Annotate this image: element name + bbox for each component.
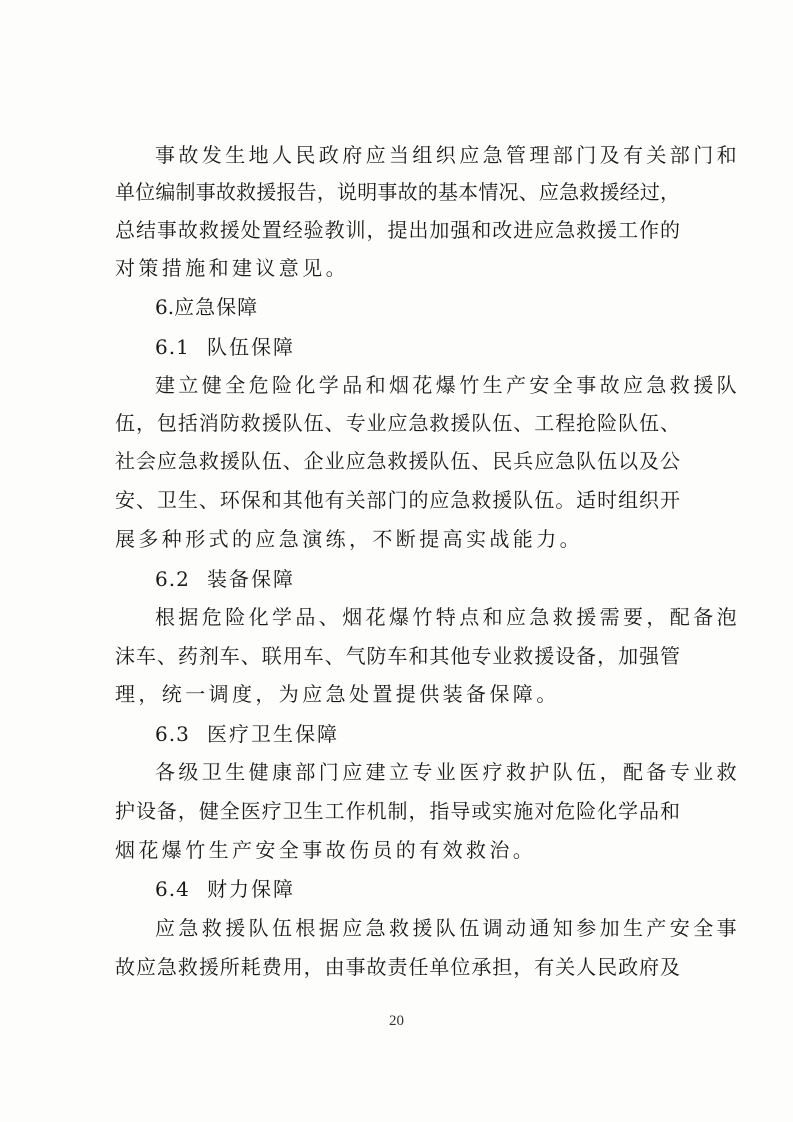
section-heading [155,295,258,319]
section-number: 6. [155,295,175,319]
paragraph-line: 理，统一调度，为应急处置提供装备保障。 [115,682,560,706]
subsection-heading [155,877,295,901]
subsection-heading [155,567,295,591]
paragraph-line: 护设备，健全医疗卫生工作机制，指导或实施对危险化学品和 [115,799,680,823]
subsection-heading [155,335,295,359]
paragraph-line: 建立健全危险化学品和烟花爆竹生产安全事故应急救援队 [155,373,740,397]
subsection-number: 6.2 [155,567,190,591]
subsection-title: 队伍保障 [207,335,295,359]
paragraph-line: 沫车、药剂车、联用车、气防车和其他专业救援设备，加强管 [115,644,680,668]
subsection-title: 财力保障 [207,877,295,901]
paragraph-line: 单位编制事故救援报告，说明事故的基本情况、应急救援经过， [115,180,680,204]
subsection-title: 医疗卫生保障 [207,722,339,746]
paragraph-line: 应急救援队伍根据应急救援队伍调动通知参加生产安全事 [155,916,740,940]
paragraph-line: 总结事故救援处置经验教训，提出加强和改进应急救援工作的 [115,218,680,242]
paragraph-line: 安、卫生、环保和其他有关部门的应急救援队伍。适时组织开 [115,488,680,512]
paragraph-line: 伍，包括消防救援队伍、专业应急救援队伍、工程抢险队伍、 [115,411,680,435]
subsection-heading [155,722,339,746]
paragraph-line: 社会应急救援队伍、企业应急救援队伍、民兵应急队伍以及公 [115,449,680,473]
page-number: 20 [389,1013,404,1029]
section-title: 应急保障 [174,295,259,319]
subsection-number: 6.3 [155,722,190,746]
paragraph-line: 烟花爆竹生产安全事故伤员的有效救治。 [115,838,537,862]
paragraph-line: 根据危险化学品、烟花爆竹特点和应急救援需要，配备泡 [155,605,740,629]
subsection-title: 装备保障 [207,567,295,591]
paragraph-line: 各级卫生健康部门应建立专业医疗救护队伍，配备专业救 [155,760,740,784]
subsection-number: 6.4 [155,877,190,901]
subsection-number: 6.1 [155,335,190,359]
paragraph-line: 对策措施和建议意见。 [115,256,349,280]
paragraph-line: 事故发生地人民政府应当组织应急管理部门及有关部门和 [155,143,740,167]
paragraph-line: 展多种形式的应急演练，不断提高实战能力。 [115,527,583,551]
paragraph-line: 故应急救援所耗费用，由事故责任单位承担，有关人民政府及 [115,955,680,979]
